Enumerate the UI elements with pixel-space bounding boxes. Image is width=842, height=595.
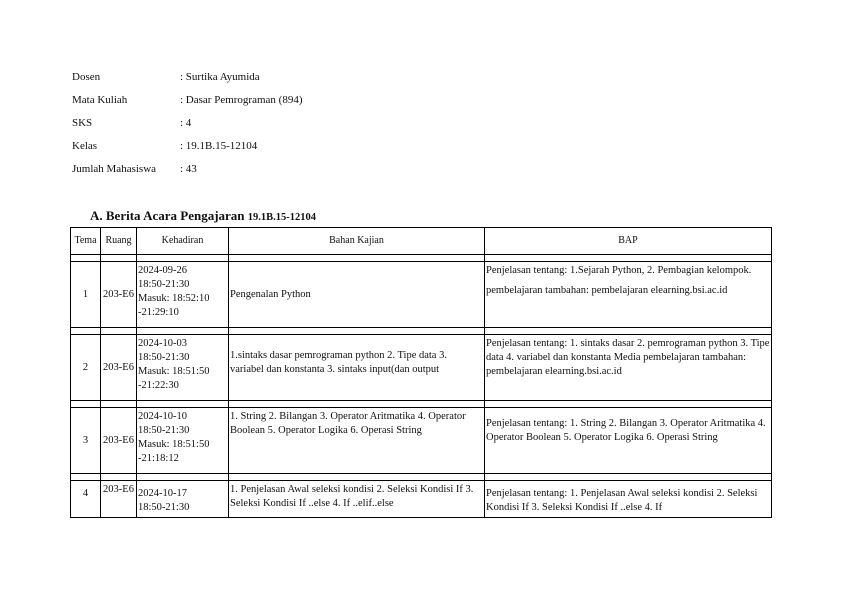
info-label: Dosen [72,71,101,83]
section-title-text: A. Berita Acara Pengajaran [90,208,245,223]
header-bahan-kajian: Bahan Kajian [229,228,485,255]
info-value: : Dasar Pemrograman (894) [180,94,303,106]
info-row-mata-kuliah [72,89,303,112]
kehadiran-line: -21:22:30 [138,380,179,391]
cell-kehadiran [137,335,229,401]
info-label: Mata Kuliah [72,94,128,106]
info-row-dosen [72,66,303,89]
cell-ruang: 203-E6 [101,481,137,518]
info-label: Kelas [72,140,98,152]
kehadiran-line: 2024-10-03 [138,338,187,349]
table-row [71,408,772,474]
info-value: : 4 [180,117,192,129]
cell-ruang: 203-E6 [101,335,137,401]
cell-bap [485,408,772,474]
table-row [71,262,772,328]
course-info [72,66,303,181]
section-title [90,208,316,224]
cell-bahan-kajian: 1.sintaks dasar pemrograman python 2. Tipe data 3. variabel dan konstanta 3. sintaks input(dan output [229,335,485,401]
row-spacer [71,474,772,481]
row-spacer [71,328,772,335]
table-row [71,481,772,518]
cell-kehadiran [137,262,229,328]
cell-tema: 4 [71,481,101,518]
cell-kehadiran [137,481,229,518]
info-label: SKS [72,117,93,129]
header-bap: BAP [485,228,772,255]
kehadiran-line: Masuk: 18:52:10 [138,293,210,304]
info-label: Jumlah Mahasiswa [72,163,157,175]
info-value: : Surtika Ayumida [180,71,260,83]
cell-bahan-kajian: Pengenalan Python [229,262,485,328]
cell-kehadiran [137,408,229,474]
kehadiran-line: Masuk: 18:51:50 [138,366,210,377]
cell-tema: 3 [71,408,101,474]
header-tema: Tema [71,228,101,255]
bap-text: pembelajaran tambahan: pembelajaran elearning.bsi.ac.id [486,285,728,296]
kehadiran-line: 2024-09-26 [138,265,187,276]
info-row-kelas [72,135,303,158]
cell-bap [485,262,772,328]
kehadiran-line: 18:50-21:30 [138,352,190,363]
row-spacer [71,255,772,262]
kehadiran-line: Masuk: 18:51:50 [138,439,210,450]
table-row [71,335,772,401]
header-kehadiran: Kehadiran [137,228,229,255]
bap-text: Penjelasan tentang: 1. sintaks dasar 2. pemrograman python 3. Tipe data 4. variabel dan konstanta Media pembelajaran tambahan: pembelajaran elearning.bsi.ac.id [486,338,770,377]
info-value: : 19.1B.15-12104 [180,140,258,152]
cell-bap [485,335,772,401]
cell-ruang: 203-E6 [101,408,137,474]
kehadiran-line: 2024-10-17 [138,488,187,499]
cell-bahan-kajian: 1. String 2. Bilangan 3. Operator Aritmatika 4. Operator Boolean 5. Operator Logika 6. Operasi String [229,408,485,474]
info-value: : 43 [180,163,197,175]
kehadiran-line: 18:50-21:30 [138,502,190,513]
kehadiran-line: 18:50-21:30 [138,425,190,436]
bap-text: Penjelasan tentang: 1. String 2. Bilangan 3. Operator Aritmatika 4. Operator Boolean 5. Operator Logika 6. Operasi String [486,418,766,443]
kehadiran-line: 18:50-21:30 [138,279,190,290]
cell-tema: 2 [71,335,101,401]
kehadiran-line: 2024-10-10 [138,411,187,422]
kehadiran-line: -21:29:10 [138,307,179,318]
info-row-jumlah-mahasiswa [72,158,303,181]
bap-text: Penjelasan tentang: 1. Penjelasan Awal seleksi kondisi 2. Seleksi Kondisi If 3. Seleksi Kondisi If ..else 4. If [486,488,758,513]
header-ruang: Ruang [101,228,137,255]
teaching-log-table [70,227,772,518]
cell-ruang: 203-E6 [101,262,137,328]
cell-bahan-kajian: 1. Penjelasan Awal seleksi kondisi 2. Seleksi Kondisi If 3. Seleksi Kondisi If ..else 4. If ..elif..else [229,481,485,518]
bap-text: Penjelasan tentang: 1.Sejarah Python, 2. Pembagian kelompok. [486,265,752,276]
section-class-code: 19.1B.15-12104 [247,212,317,223]
kehadiran-line: -21:18:12 [138,453,179,464]
cell-bap [485,481,772,518]
table-header-row [71,228,772,255]
info-row-sks [72,112,303,135]
cell-tema: 1 [71,262,101,328]
row-spacer [71,401,772,408]
